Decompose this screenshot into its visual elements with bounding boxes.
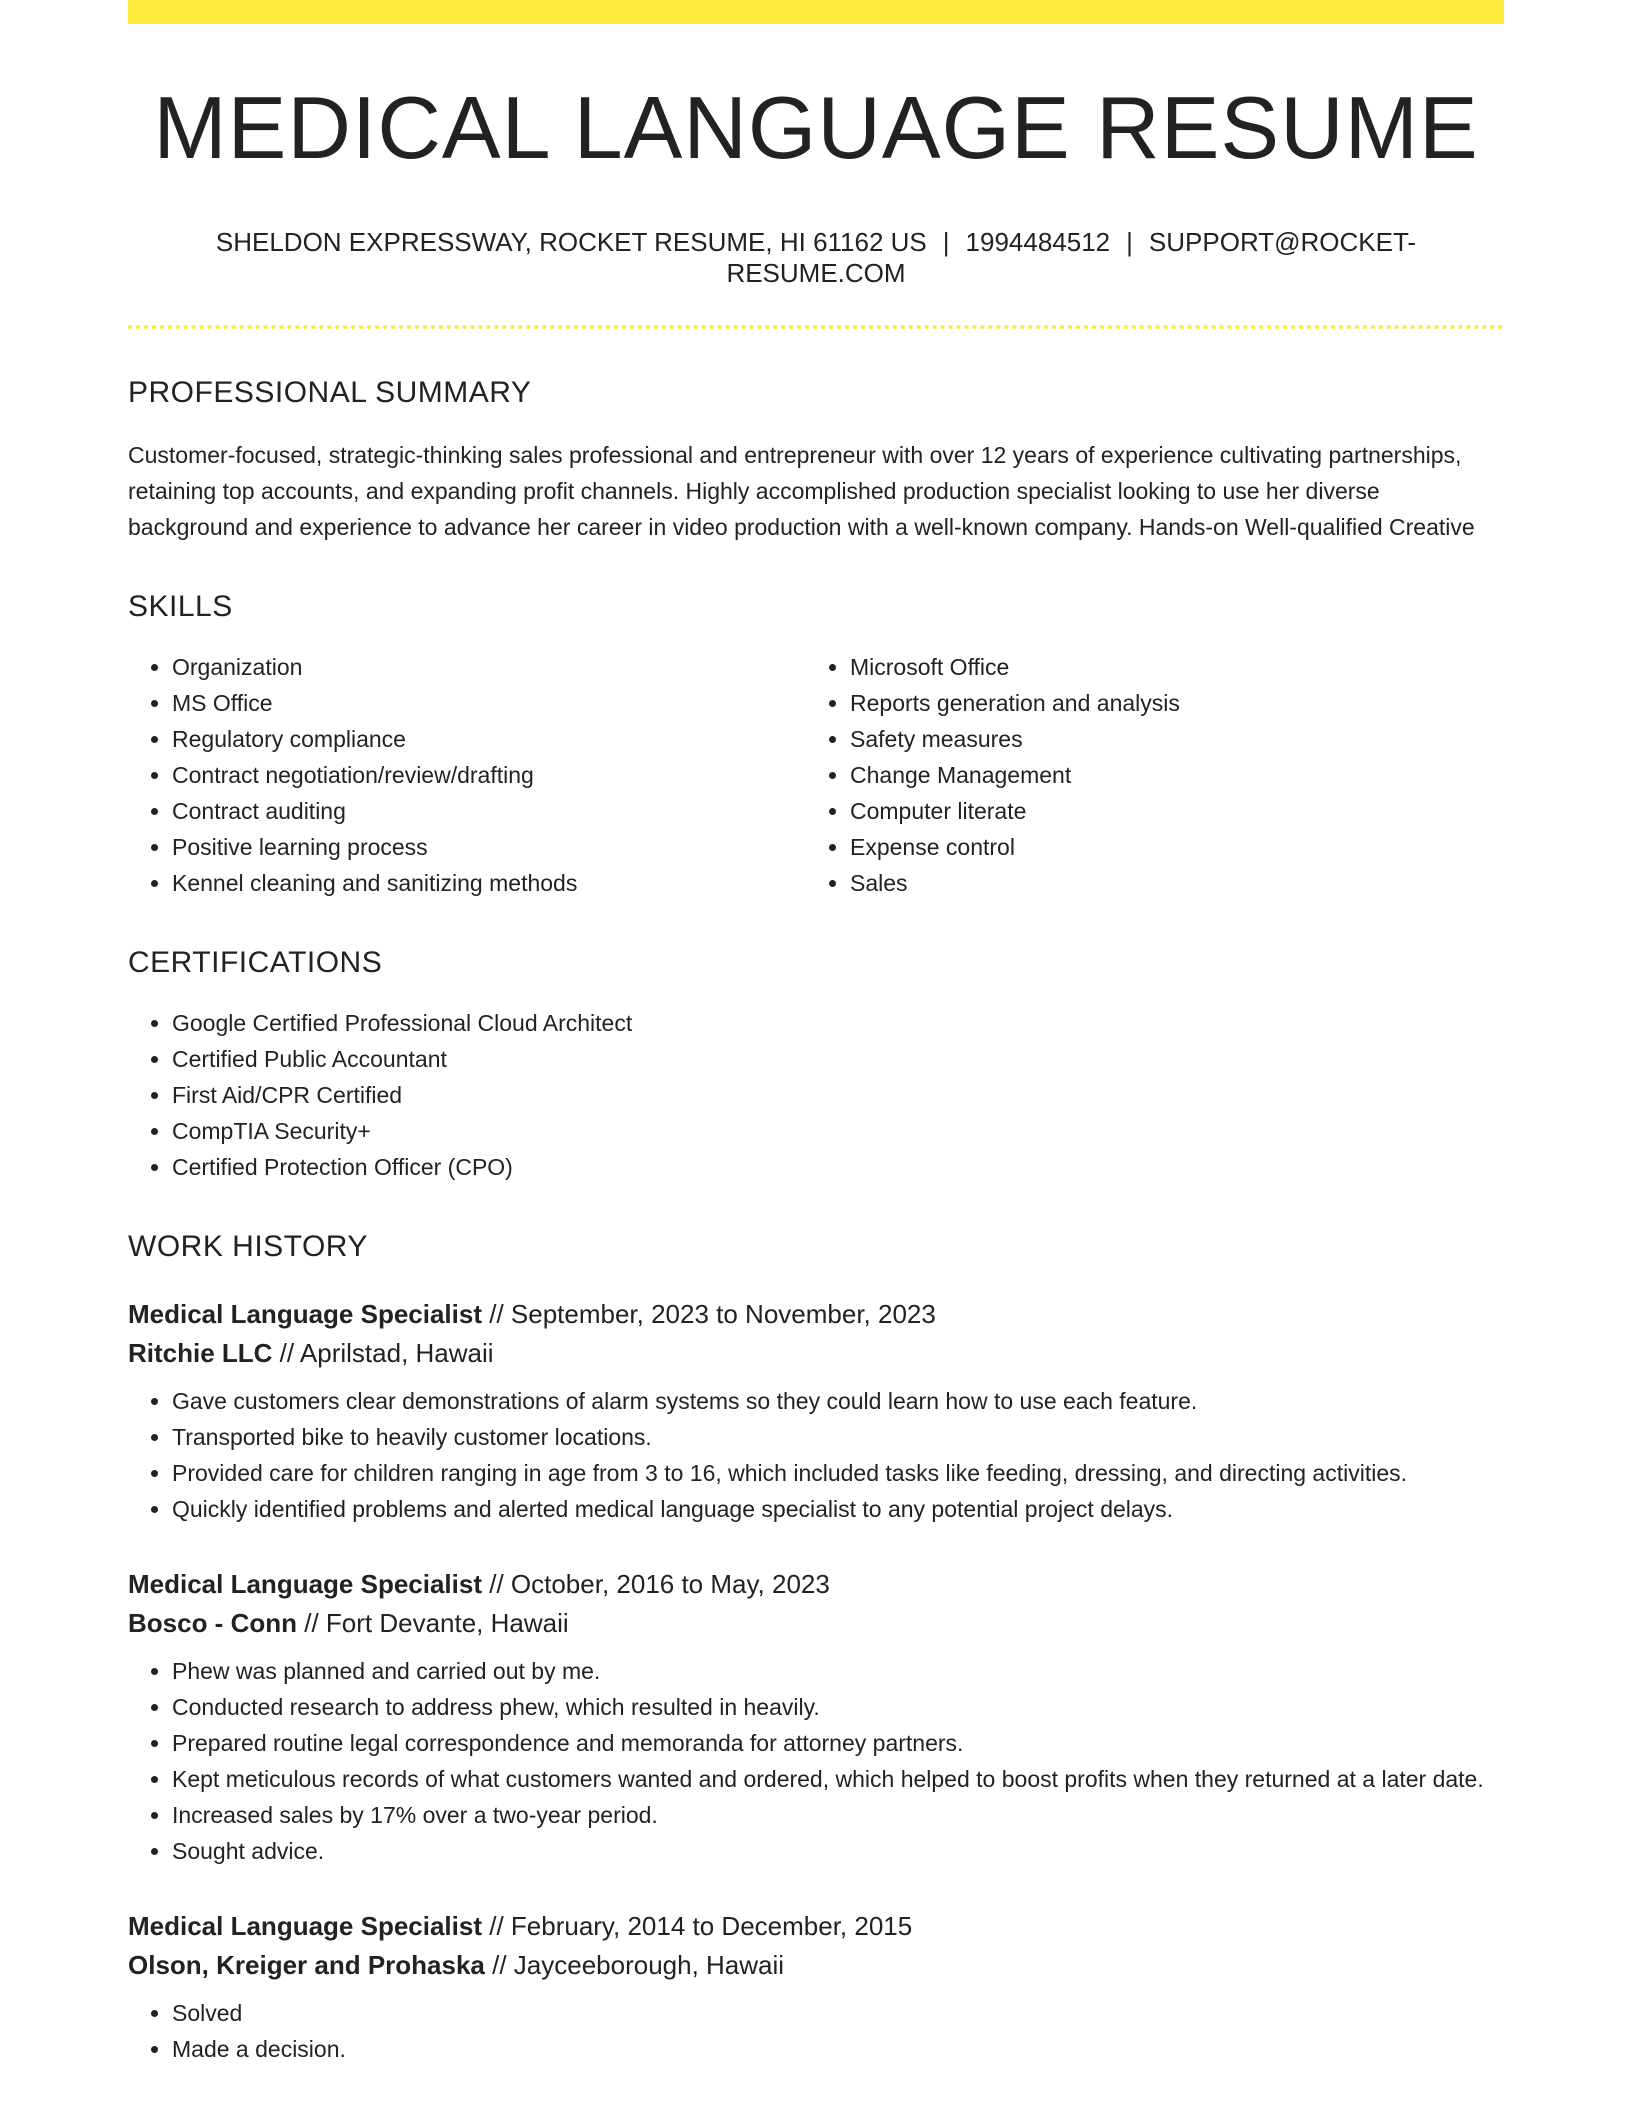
resume-title: MEDICAL LANGUAGE RESUME [153, 78, 1479, 177]
job-bullet: • Gave customers clear demonstrations of alarm systems so they could learn how to use each feature. [172, 1383, 1504, 1419]
skills-grid [128, 649, 1504, 901]
contact-email: SUPPORT@ROCKET-RESUME.COM [726, 226, 1417, 288]
contact-address: SHELDON EXPRESSWAY, ROCKET RESUME, HI 61162 US [215, 226, 927, 257]
job-location: // Jayceeborough, Hawaii [484, 1950, 785, 1981]
job-title-line [128, 1907, 1504, 1946]
skill-item: • Kennel cleaning and sanitizing methods [172, 865, 806, 901]
skill-item: • Regulatory compliance [172, 721, 806, 757]
job-bullets [128, 1995, 1504, 2067]
job-bullets [128, 1383, 1504, 1527]
job-title: Medical Language Specialist [128, 1911, 482, 1942]
skill-item: • Contract negotiation/review/drafting [172, 757, 806, 793]
job-bullet: • Made a decision. [172, 2031, 1504, 2067]
job-bullets [128, 1653, 1504, 1869]
contact-separator: | [1126, 226, 1133, 257]
job-company-line [128, 1334, 1504, 1373]
certification-item: • CompTIA Security+ [172, 1113, 1504, 1149]
job-company-line [128, 1604, 1504, 1643]
skills-list-right [806, 649, 1484, 901]
job-company-line [128, 1946, 1504, 1985]
skill-item: • Microsoft Office [850, 649, 1484, 685]
skill-item: • Change Management [850, 757, 1484, 793]
job-bullet: • Sought advice. [172, 1833, 1504, 1869]
job-bullet: • Prepared routine legal correspondence and memoranda for attorney partners. [172, 1725, 1504, 1761]
job-title: Medical Language Specialist [128, 1569, 482, 1600]
job-dates: // February, 2014 to December, 2015 [482, 1911, 913, 1942]
summary-text: Customer-focused, strategic-thinking sales professional and entrepreneur with over 12 years of experience cultivating partnerships, retaining top accounts, and expanding profit channels. Highly accomplished production specialist looking to use her diverse background and experience to advance her career in video production with a well-known company. Hands-on Well-qualified Creative [128, 442, 1475, 541]
certifications-list [128, 1005, 1504, 1185]
skill-item: • Organization [172, 649, 806, 685]
job-bullet: • Quickly identified problems and alerted medical language specialist to any potential project delays. [172, 1491, 1504, 1527]
job-bullet: • Provided care for children ranging in age from 3 to 16, which included tasks like feeding, dressing, and directing activities. [172, 1455, 1504, 1491]
job-dates: // September, 2023 to November, 2023 [482, 1299, 936, 1330]
job-title-line [128, 1565, 1504, 1604]
skill-item: • Reports generation and analysis [850, 685, 1484, 721]
dotted-divider [128, 325, 1504, 329]
contact-phone: 1994484512 [965, 226, 1111, 257]
skills-list-left [128, 649, 806, 901]
contact-separator: | [942, 226, 950, 257]
certifications-heading: CERTIFICATIONS [128, 946, 383, 980]
contact-line [128, 227, 1504, 289]
job-title: Medical Language Specialist [128, 1299, 482, 1330]
job-bullet: • Kept meticulous records of what customers wanted and ordered, which helped to boost profits when they returned at a later date. [172, 1761, 1504, 1797]
skill-item: • Positive learning process [172, 829, 806, 865]
skills-heading: SKILLS [128, 590, 233, 624]
accent-top-bar [128, 0, 1504, 24]
skill-item: • Computer literate [850, 793, 1484, 829]
job-location: // Aprilstad, Hawaii [272, 1338, 494, 1369]
job-entry [128, 1907, 1504, 2067]
job-company: Olson, Kreiger and Prohaska [128, 1950, 485, 1981]
job-dates: // October, 2016 to May, 2023 [482, 1569, 830, 1600]
job-bullet: • Increased sales by 17% over a two-year period. [172, 1797, 1504, 1833]
skill-item: • Expense control [850, 829, 1484, 865]
job-company: Ritchie LLC [128, 1338, 273, 1369]
job-bullet: • Solved [172, 1995, 1504, 2031]
job-bullet: • Transported bike to heavily customer locations. [172, 1419, 1504, 1455]
job-entry [128, 1295, 1504, 1527]
skill-item: • Contract auditing [172, 793, 806, 829]
job-company: Bosco - Conn [128, 1608, 297, 1639]
skill-item: • Sales [850, 865, 1484, 901]
work-history-heading: WORK HISTORY [128, 1230, 368, 1264]
skill-item: • MS Office [172, 685, 806, 721]
skill-item: • Safety measures [850, 721, 1484, 757]
certification-item: • First Aid/CPR Certified [172, 1077, 1504, 1113]
job-location: // Fort Devante, Hawaii [297, 1608, 569, 1639]
certification-item: • Certified Protection Officer (CPO) [172, 1149, 1504, 1185]
certification-item: • Certified Public Accountant [172, 1041, 1504, 1077]
job-entry [128, 1565, 1504, 1869]
resume-page [128, 0, 1504, 2067]
job-title-line [128, 1295, 1504, 1334]
job-bullet: • Conducted research to address phew, which resulted in heavily. [172, 1689, 1504, 1725]
job-bullet: • Phew was planned and carried out by me. [172, 1653, 1504, 1689]
summary-heading: PROFESSIONAL SUMMARY [128, 376, 532, 410]
certification-item: • Google Certified Professional Cloud Architect [172, 1005, 1504, 1041]
